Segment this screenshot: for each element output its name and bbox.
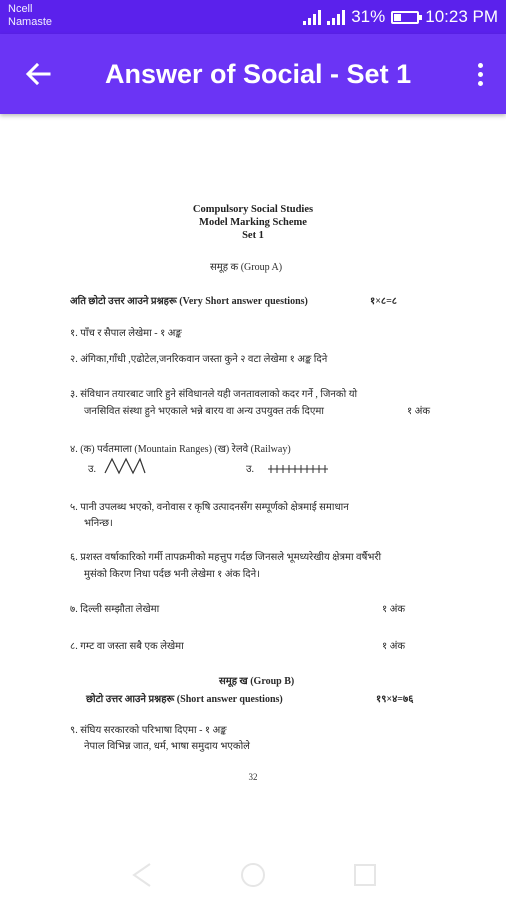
nav-back-icon bbox=[131, 862, 153, 888]
answer-3-line-1: ३. संविधान तयारबाट जारि हुने संविधानले यही जनतावलाको कदर गर्ने , जिनको यो bbox=[70, 389, 358, 400]
answer-6-line-2: मुसंको किरण निधा पर्दछ भनी लेखेमा १ अंक दिने। bbox=[84, 569, 260, 580]
doc-title-line-1: Compulsory Social Studies bbox=[192, 204, 314, 215]
back-button[interactable] bbox=[18, 54, 58, 94]
answer-5-line-1: ५. पानी उपलब्ध भएको, वनोवास र कृषि उत्पादनसँग सम्पूर्णको क्षेत्रमाई समाधान bbox=[70, 502, 349, 513]
answer-2: २. अंगिका,गाँधी ,एढोटेल,जनरिकवान जस्ता कुने २ वटा लेखेमा १ अङ्क दिने bbox=[70, 354, 328, 365]
doc-title-line-3: Set 1 bbox=[242, 230, 264, 241]
page-title: Answer of Social - Set 1 bbox=[105, 59, 412, 89]
answer-4b-label: उ. bbox=[246, 464, 254, 475]
battery-fill bbox=[394, 14, 401, 21]
answer-7-marks: १ अंक bbox=[382, 604, 406, 615]
answer-1: १. पाँच र सैपाल लेखेमा - १ अङ्क bbox=[70, 328, 182, 339]
answer-3-line-2: जनसिवित संस्था हुने भएकाले भन्ने बारय वा अन्य उपयुक्त तर्क दिएमा bbox=[84, 406, 324, 417]
app-bar bbox=[0, 34, 506, 114]
status-indicators bbox=[303, 6, 498, 28]
group-a-heading: समूह क (Group A) bbox=[210, 262, 283, 273]
answer-9-line-2: नेपाल विभिन्न जात, धर्म, भाषा समुदाय भएकोले bbox=[84, 741, 250, 752]
carrier-line-1: Ncell bbox=[8, 3, 33, 15]
arrow-left-icon bbox=[25, 62, 51, 86]
doc-title-line-2: Model Marking Scheme bbox=[199, 217, 307, 228]
very-short-heading: अति छोटो उत्तर आउने प्रश्नहरू (Very Short answer questions) bbox=[70, 296, 308, 307]
navigation-bar bbox=[0, 850, 506, 900]
nav-home-button[interactable] bbox=[233, 858, 273, 892]
nav-back-button[interactable] bbox=[122, 858, 162, 892]
answer-3-marks: १ अंक bbox=[407, 406, 431, 417]
clock: 10:23 PM bbox=[425, 7, 498, 26]
railway-sketch bbox=[266, 463, 330, 475]
page-number: 32 bbox=[248, 772, 258, 782]
answer-7: ७. दिल्ली सम्झौता लेखेमा bbox=[70, 604, 160, 615]
mountain-range-sketch bbox=[103, 455, 147, 475]
carrier-name bbox=[8, 3, 52, 29]
carrier-line-2: Namaste bbox=[8, 16, 53, 28]
answer-4a-label: उ. bbox=[88, 464, 96, 475]
status-bar bbox=[0, 0, 506, 34]
answer-6-line-1: ६. प्रशस्त वर्षाकारिको गर्मी तापक्रमीको महत्तुप गर्दछ जिनसले भूमध्यरेखीय क्षेत्रमा वर्षैभरी bbox=[70, 552, 382, 563]
answer-8: ८. गम्ट वा जस्ता सबै एक लेखेमा bbox=[70, 641, 184, 652]
signal-icon-2 bbox=[327, 9, 345, 25]
more-vert-icon bbox=[478, 63, 483, 68]
battery-icon bbox=[391, 11, 419, 24]
more-options-button[interactable] bbox=[468, 54, 492, 94]
very-short-marks: १×८=८ bbox=[370, 296, 397, 307]
answer-8-marks: १ अंक bbox=[382, 641, 406, 652]
nav-home-icon bbox=[240, 862, 266, 888]
document-page[interactable] bbox=[0, 114, 506, 850]
answer-4-line: ४. (क) पर्वतमाला (Mountain Ranges) (ख) रेलवे (Railway) bbox=[70, 444, 291, 455]
short-heading: छोटो उत्तर आउने प्रश्नहरू (Short answer questions) bbox=[86, 694, 283, 705]
nav-recents-button[interactable] bbox=[345, 858, 385, 892]
nav-recents-icon bbox=[353, 863, 377, 887]
answer-9-line-1: ९. संघिय सरकारको परिभाषा दिएमा - १ अङ्क bbox=[70, 725, 227, 736]
group-b-heading: समूह ख (Group B) bbox=[219, 676, 295, 687]
signal-icon bbox=[303, 9, 321, 25]
battery-percent: 31% bbox=[351, 7, 386, 26]
answer-5-line-2: भनिन्छ। bbox=[84, 518, 113, 529]
short-marks: १९×४=७६ bbox=[376, 694, 414, 705]
